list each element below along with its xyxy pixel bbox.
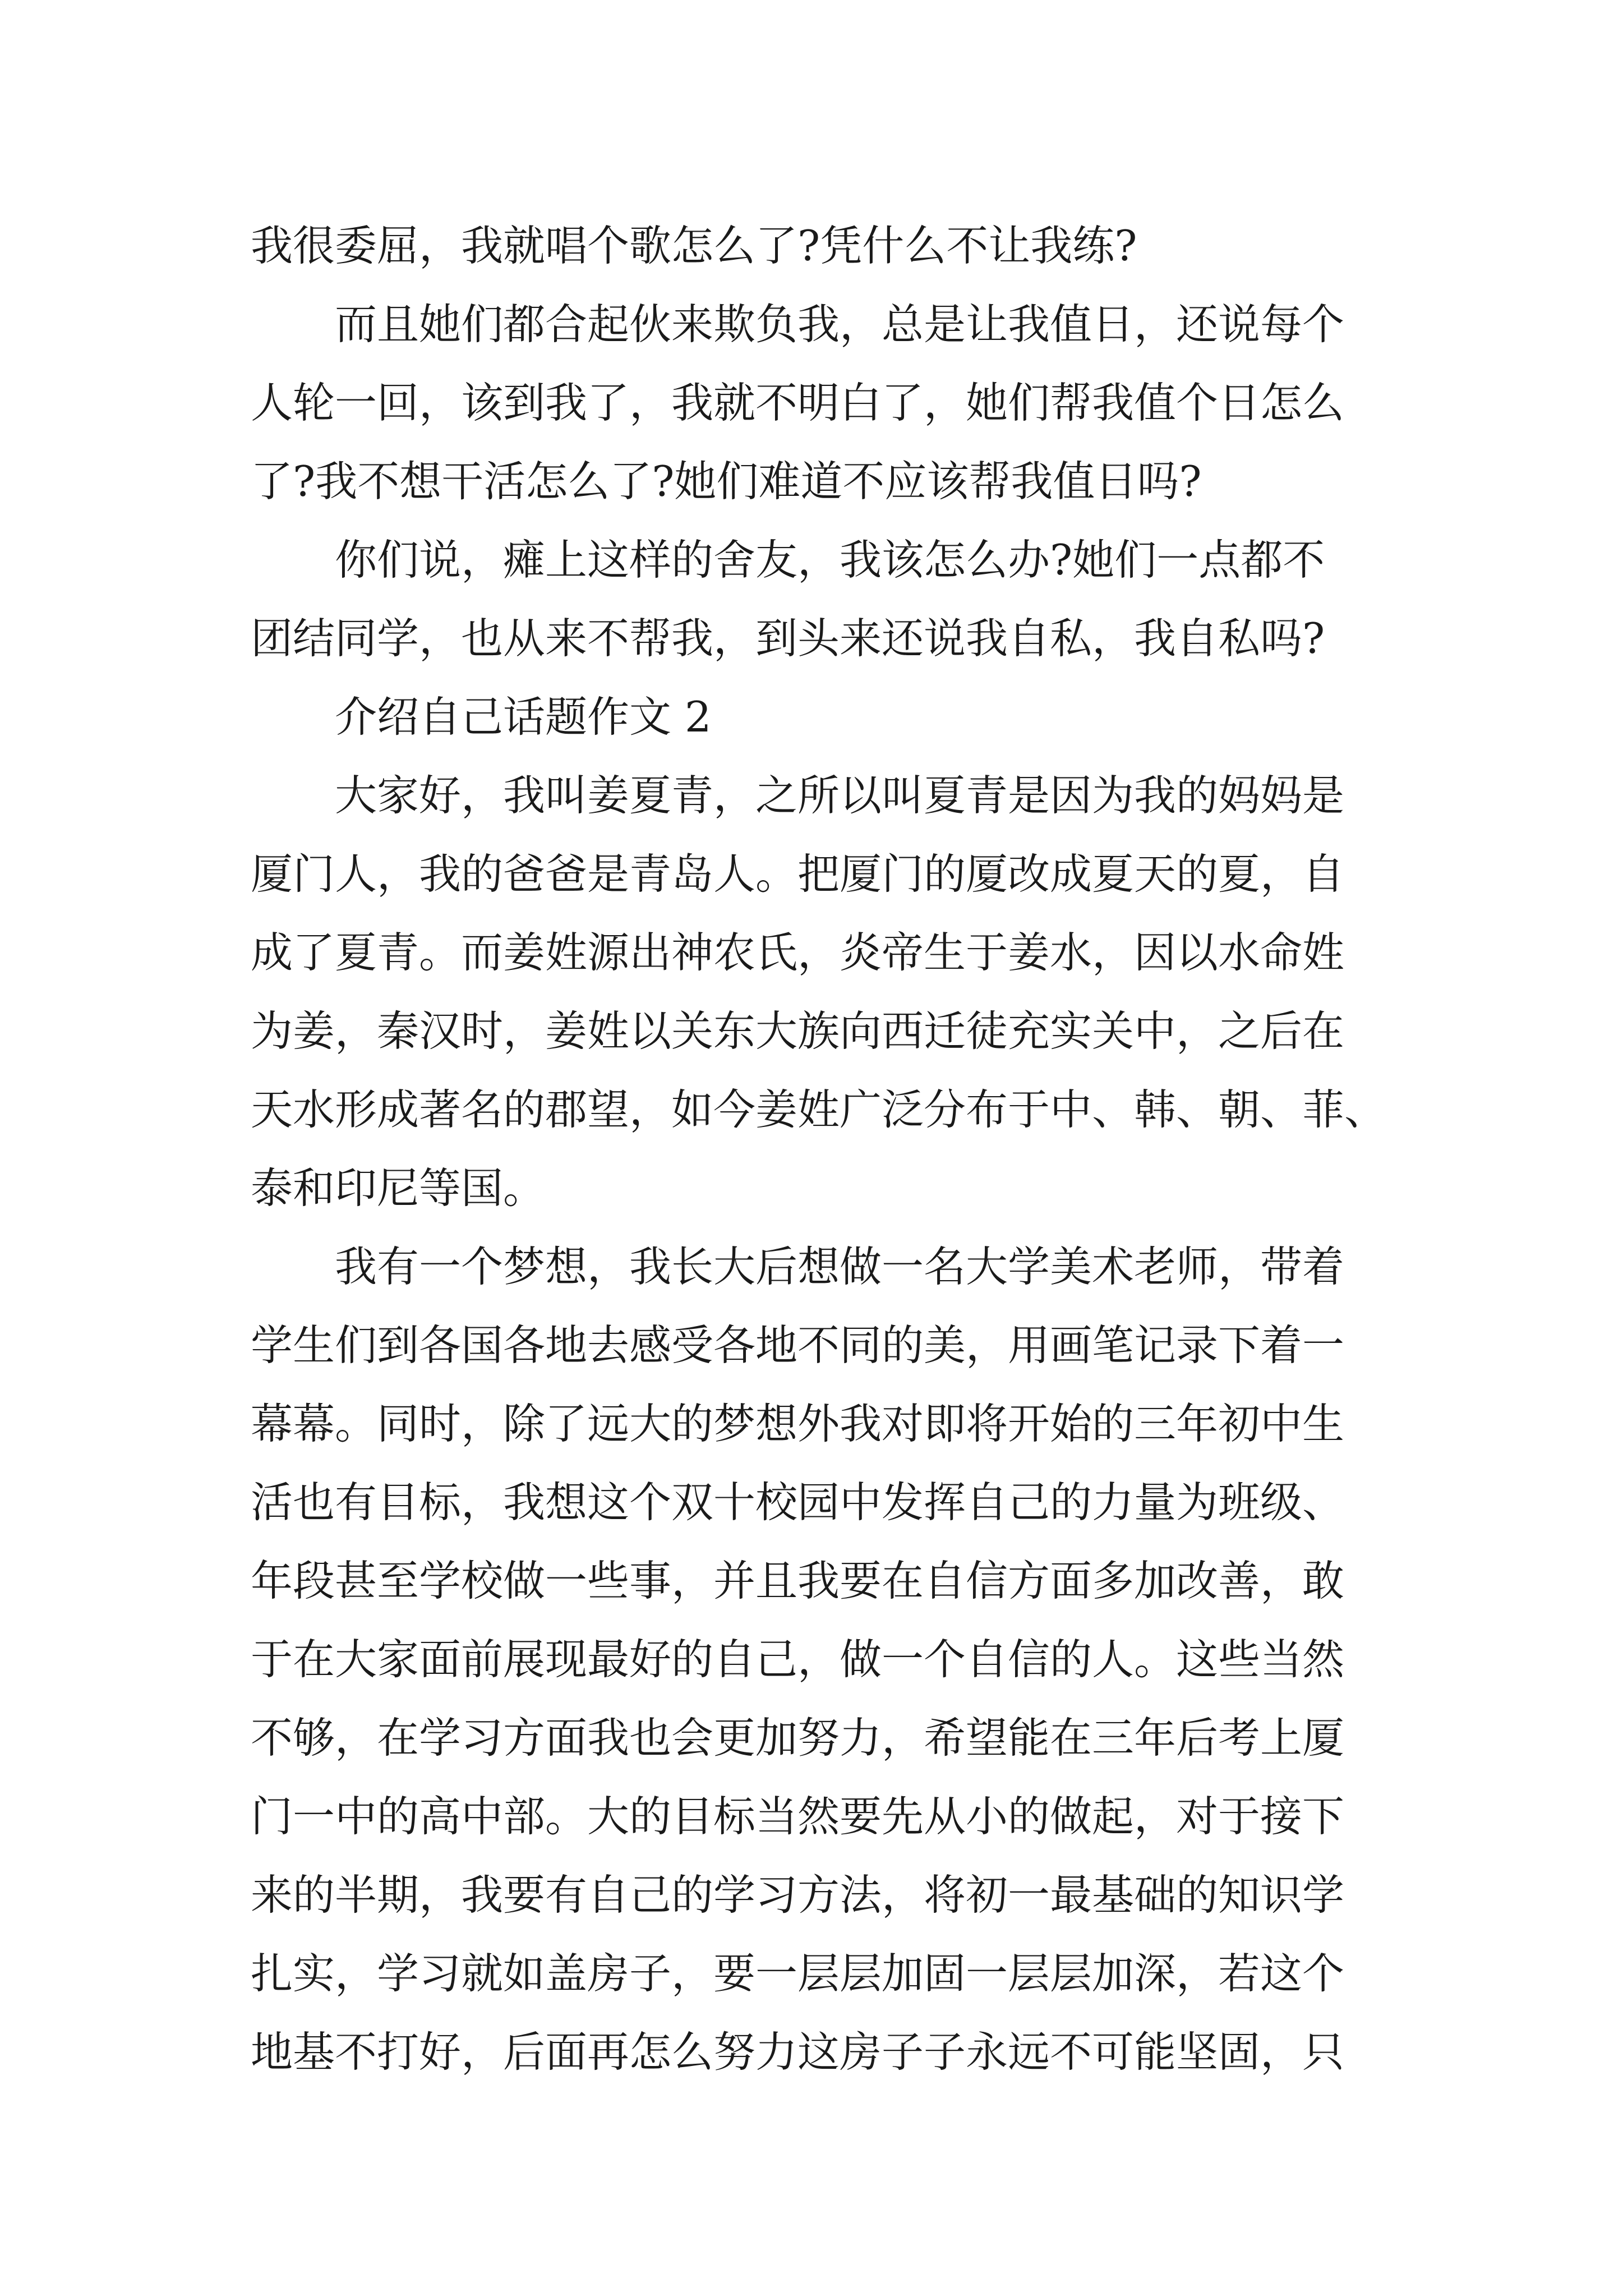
text-line: 人轮一回，该到我了，我就不明白了，她们帮我值个日怎么	[251, 378, 1345, 427]
paragraph-first-line: 你们说，瘫上这样的舍友，我该怎么办?她们一点都不	[335, 535, 1325, 585]
text-line: 活也有目标，我想这个双十校园中发挥自己的力量为班级、	[251, 1478, 1345, 1527]
text-line: 不够，在学习方面我也会更加努力，希望能在三年后考上厦	[251, 1713, 1345, 1763]
text-line: 为姜，秦汉时，姜姓以关东大族向西迁徒充实关中，之后在	[251, 1006, 1345, 1056]
text-line: 于在大家面前展现最好的自己，做一个自信的人。这些当然	[251, 1635, 1345, 1684]
text-line: 扎实，学习就如盖房子，要一层层加固一层层加深，若这个	[251, 1949, 1345, 1998]
text-line: 来的半期，我要有自己的学习方法，将初一最基础的知识学	[251, 1870, 1345, 1920]
text-line: 天水形成著名的郡望，如今姜姓广泛分布于中、韩、朝、菲、	[251, 1085, 1387, 1134]
section-heading: 介绍自己话题作文 2	[335, 692, 712, 742]
text-line: 我很委屈，我就唱个歌怎么了?凭什么不让我练?	[251, 221, 1137, 270]
paragraph-first-line: 大家好，我叫姜夏青，之所以叫夏青是因为我的妈妈是	[335, 771, 1345, 820]
text-line: 团结同学，也从来不帮我，到头来还说我自私，我自私吗?	[251, 614, 1325, 663]
text-line: 了?我不想干活怎么了?她们难道不应该帮我值日吗?	[251, 457, 1202, 506]
text-line: 学生们到各国各地去感受各地不同的美，用画笔记录下着一	[251, 1320, 1345, 1370]
text-line: 厦门人，我的爸爸是青岛人。把厦门的厦改成夏天的夏，自	[251, 849, 1345, 899]
text-line: 成了夏青。而姜姓源出神农氏，炎帝生于姜水，因以水命姓	[251, 928, 1345, 977]
paragraph-first-line: 我有一个梦想，我长大后想做一名大学美术老师，带着	[335, 1242, 1345, 1291]
paragraph-first-line: 而且她们都合起伙来欺负我，总是让我值日，还说每个	[335, 300, 1345, 349]
text-line: 门一中的高中部。大的目标当然要先从小的做起，对于接下	[251, 1792, 1345, 1841]
text-line: 年段甚至学校做一些事，并且我要在自信方面多加改善，敢	[251, 1556, 1345, 1605]
text-line: 地基不打好，后面再怎么努力这房子子永远不可能坚固，只	[251, 2027, 1345, 2077]
text-line: 泰和印尼等国。	[251, 1163, 546, 1213]
text-line: 幕幕。同时，除了远大的梦想外我对即将开始的三年初中生	[251, 1399, 1345, 1448]
